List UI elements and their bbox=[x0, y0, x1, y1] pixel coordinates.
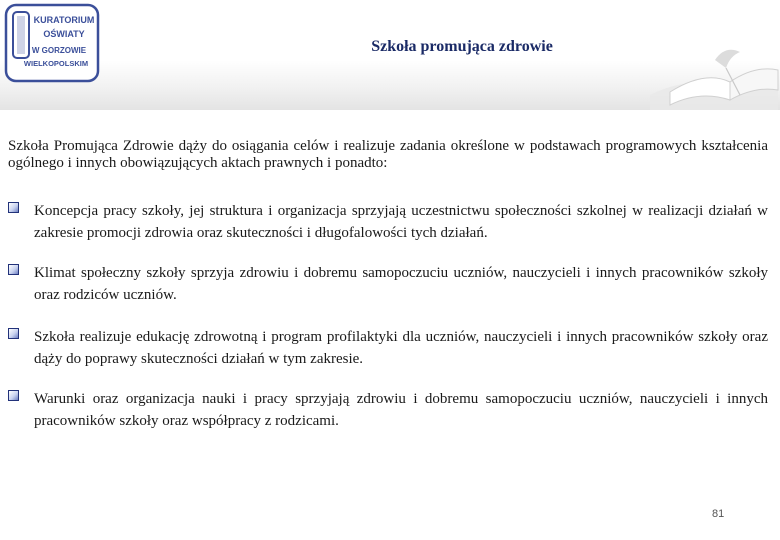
checkbox-bullet-icon bbox=[8, 264, 19, 275]
bullet-text: Szkoła realizuje edukację zdrowotną i program profilaktyki dla uczniów, nauczycieli i innych pracowników szkoły oraz dąży do poprawy skuteczności działań w tym zakresie. bbox=[34, 329, 768, 367]
page-number: 81 bbox=[712, 508, 725, 520]
logo-line-1: KURATORIUM bbox=[33, 15, 95, 25]
bullet-text: Koncepcja pracy szkoły, jej struktura i organizacja sprzyjają uczestnictwu społeczności szkolnej w realizacji działań w zakresie promocji zdrowia oraz skuteczności i długofalowości tych działań. bbox=[34, 203, 768, 241]
bullet-text: Warunki oraz organizacja nauki i pracy sprzyjają zdrowiu i dobremu samopoczuciu uczniów, nauczycieli i innych pracowników szkoły oraz współpracy z rodzicami. bbox=[34, 391, 768, 429]
logo-line-4: WIELKOPOLSKIM bbox=[23, 59, 89, 68]
intro-paragraph: Szkoła Promująca Zdrowie dąży do osiągania celów i realizuje zadania określone w podstawach programowych kształcenia ogólnego i innych obowiązujących aktach prawnych i ponadto: bbox=[8, 138, 768, 171]
logo-line-2: OŚWIATY bbox=[43, 29, 85, 39]
page-title: Szkoła promująca zdrowie bbox=[371, 38, 553, 55]
bullet-text: Klimat społeczny szkoły sprzyja zdrowiu i dobremu samopoczuciu uczniów, nauczycieli i innych pracowników szkoły oraz rodziców uczniów. bbox=[34, 265, 768, 303]
logo-line-3: W GORZOWIE bbox=[31, 46, 87, 55]
checkbox-bullet-icon bbox=[8, 390, 19, 401]
checkbox-bullet-icon bbox=[8, 328, 19, 339]
checkbox-bullet-icon bbox=[8, 202, 19, 213]
open-book-icon bbox=[630, 40, 780, 110]
